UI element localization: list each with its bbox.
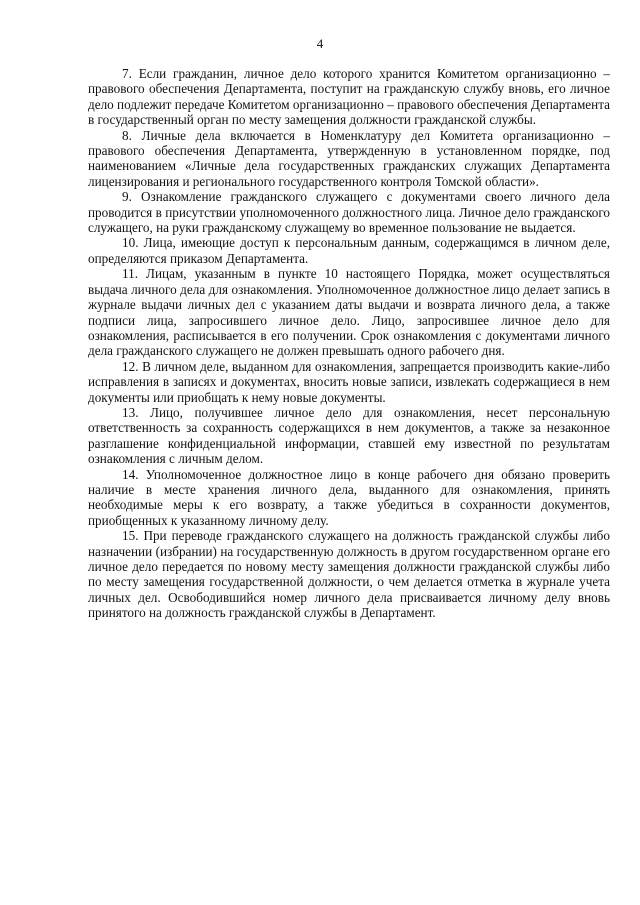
paragraph-15: 15. При переводе гражданского служащего на должность гражданской службы либо назначении (избрании) на государственную должность в другом государственном органе его личное дело передается по новому месту замещения должности гражданской службы либо по месту замещения государственной должности, о чем делается отметка в журнале учета личных дел. Освободившийся номер личного дела присваивается личному делу вновь принятого на должность гражданской службы в Департамент. (88, 528, 610, 621)
paragraph-12: 12. В личном деле, выданном для ознакомления, запрещается производить какие-либо исправления в записях и документах, вносить новые записи, извлекать содержащиеся в нем документы или приобщать к нему новые документы. (88, 358, 610, 405)
paragraph-11: 11. Лицам, указанным в пункте 10 настоящего Порядка, может осуществляться выдача личного дела для ознакомления. Уполномоченное должностное лицо делает запись в журнале выдачи личных дел с указанием даты выдачи и возврата личного дела, а также подписи лица, запросившего личное дело. Лицо, запросившее личное дело для ознакомления, расписывается в его получении. Срок ознакомления с документами личного дела гражданского служащего не должен превышать одного рабочего дня. (88, 266, 610, 359)
paragraph-8: 8. Личные дела включается в Номенклатуру дел Комитета организационно – правового обеспечения Департамента, утвержденную в установленном порядке, под наименованием «Личные дела государственных гражданских служащих Департамента лицензирования и регионального государственного контроля Томской области». (88, 127, 610, 189)
paragraph-9: 9. Ознакомление гражданского служащего с документами своего личного дела проводится в присутствии уполномоченного должностного лица. Личное дело гражданского служащего, на руки гражданскому служащему во временное пользование не выдается. (88, 189, 610, 236)
paragraph-10: 10. Лица, имеющие доступ к персональным данным, содержащимся в личном деле, определяются приказом Департамента. (88, 235, 610, 266)
paragraph-13: 13. Лицо, получившее личное дело для ознакомления, несет персональную ответственность за сохранность содержащихся в нем документов, а также за незаконное разглашение конфиденциальной информации, ставшей ему известной по результатам ознакомления с личным делом. (88, 404, 610, 467)
page-number: 4 (316, 36, 324, 51)
document-body (88, 66, 610, 621)
paragraph-14: 14. Уполномоченное должностное лицо в конце рабочего дня обязано проверить наличие в месте хранения личного дела, выданного для ознакомления, принять необходимые меры к его возврату, а также убедиться в сохранности документов, приобщенных к указанному личному делу. (88, 466, 610, 528)
paragraph-7: 7. Если гражданин, личное дело которого хранится Комитетом организационно – правового обеспечения Департамента, поступит на гражданскую службу вновь, его личное дело подлежит передаче Комитетом организационно – правового обеспечения Департамента в государственный орган по месту замещения должности гражданской службы. (88, 66, 610, 128)
